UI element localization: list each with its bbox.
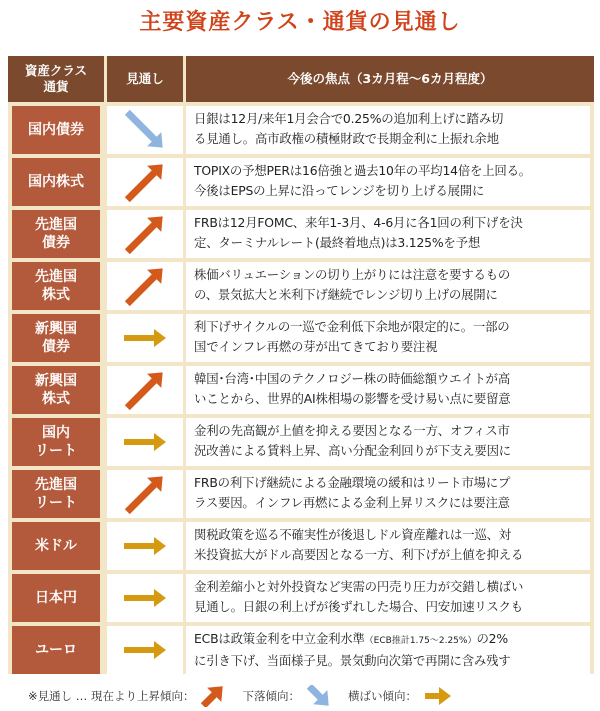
asset-class-label: 国内株式: [12, 158, 100, 206]
outlook-cell: [107, 106, 183, 154]
outlook-cell: [107, 314, 183, 362]
asset-class-label: 日本円: [12, 574, 100, 622]
table-row: [8, 520, 594, 572]
arrow-up-right-icon: [122, 474, 168, 514]
arrow-right-icon: [122, 422, 168, 462]
outlook-cell: [107, 574, 183, 622]
asset-class-label: 国内債券: [12, 106, 100, 154]
table-row: [8, 312, 594, 364]
comment-part: ECBは政策金利を中立金利水準: [194, 631, 365, 646]
arrow-down-right-icon: [122, 110, 168, 150]
asset-class-label: 新興国 債券: [12, 314, 100, 362]
table-row: [8, 468, 594, 520]
asset-class-label: 先進国 債券: [12, 210, 100, 258]
outlook-cell: [107, 210, 183, 258]
outlook-cell: [107, 262, 183, 310]
outlook-cell: [107, 626, 183, 674]
focus-comment: TOPIXの予想PERは16倍強と過去10年の平均14倍を上回る。 今後はEPSの上昇に沿ってレンジを切り上げる展開に: [186, 158, 590, 206]
table-row: [8, 104, 594, 156]
asset-class-label: 先進国 リート: [12, 470, 100, 518]
legend: [28, 684, 588, 708]
outlook-table: [8, 56, 594, 674]
legend-up-label: ※見通し … 現在より上昇傾向：: [28, 689, 195, 703]
focus-comment: 株価バリュエーションの切り上がりには注意を要するもの の、景気拡大と米利下げ継続でレンジ切り上げの展開に: [186, 262, 590, 310]
focus-comment: 関税政策を巡る不確実性が後退しドル資産離れは一巡、対 米投資拡大がドル高要因となる一方、利下げが上値を抑える: [186, 522, 590, 570]
comment-note: （ECB推計1.75～2.25%）: [364, 636, 477, 646]
arrow-right-icon: [122, 526, 168, 566]
table-header: [8, 56, 594, 102]
outlook-cell: [107, 366, 183, 414]
focus-comment: 利下げサイクルの一巡で金利低下余地が限定的に。一部の 国でインフレ再燃の芽が出てきており要注視: [186, 314, 590, 362]
header-focus: 今後の焦点（3カ月程～6カ月程度）: [186, 56, 594, 102]
page-title: 主要資産クラス・通貨の見通し: [139, 10, 461, 35]
header-asset-class: 資産クラス 通貨: [8, 56, 104, 102]
outlook-cell: [107, 418, 183, 466]
arrow-up-right-icon: [122, 370, 168, 410]
focus-comment: 日銀は12月/来年1月会合で0.25%の追加利上げに踏み切 る見通し。高市政権の積極財政で長期金利に上振れ余地: [186, 106, 590, 154]
legend-up-icon: [200, 685, 226, 707]
focus-comment: 金利の先高観が上値を抑える要因となる一方、オフィス市 況改善による賃料上昇、高い分配金利回りが下支え要因に: [186, 418, 590, 466]
focus-comment: FRBの利下げ継続による金融環境の緩和はリート市場にプ ラス要因。インフレ再燃による金利上昇リスクには要注意: [186, 470, 590, 518]
table-row: [8, 260, 594, 312]
arrow-right-icon: [122, 630, 168, 670]
legend-down-icon: [306, 685, 332, 707]
asset-class-label: 新興国 株式: [12, 366, 100, 414]
table-row: [8, 156, 594, 208]
arrow-right-icon: [122, 578, 168, 618]
table-row: [8, 364, 594, 416]
asset-class-label: 先進国 株式: [12, 262, 100, 310]
asset-class-label: ユーロ: [12, 626, 100, 674]
legend-flat-label: 横ばい傾向：: [347, 689, 417, 703]
arrow-up-right-icon: [122, 162, 168, 202]
comment-part: の2% に引き下げ、当面様子見。景気動向次第で再開に含み残す: [194, 631, 511, 668]
outlook-cell: [107, 522, 183, 570]
focus-comment: [186, 626, 590, 674]
focus-comment: 韓国･台湾･中国のテクノロジー株の時価総額ウエイトが高 いことから、世界的AI株相場の影響を受け易い点に要留意: [186, 366, 590, 414]
outlook-cell: [107, 470, 183, 518]
table-row: [8, 416, 594, 468]
arrow-up-right-icon: [122, 266, 168, 306]
legend-flat-icon: [423, 685, 453, 707]
table-row: [8, 624, 594, 676]
asset-class-label: 米ドル: [12, 522, 100, 570]
arrow-up-right-icon: [122, 214, 168, 254]
header-outlook: 見通し: [107, 56, 183, 102]
focus-comment: FRBは12月FOMC、来年1-3月、4-6月に各1回の利下げを決 定、ターミナルレート(最終着地点)は3.125%を予想: [186, 210, 590, 258]
asset-class-label: 国内 リート: [12, 418, 100, 466]
table-row: [8, 572, 594, 624]
legend-down-label: 下落傾向：: [242, 689, 300, 703]
table-row: [8, 208, 594, 260]
arrow-right-icon: [122, 318, 168, 358]
outlook-cell: [107, 158, 183, 206]
focus-comment: 金利差縮小と対外投資など実需の円売り圧力が交錯し横ばい 見通し。日銀の利上げが後ずれした場合、円安加速リスクも: [186, 574, 590, 622]
